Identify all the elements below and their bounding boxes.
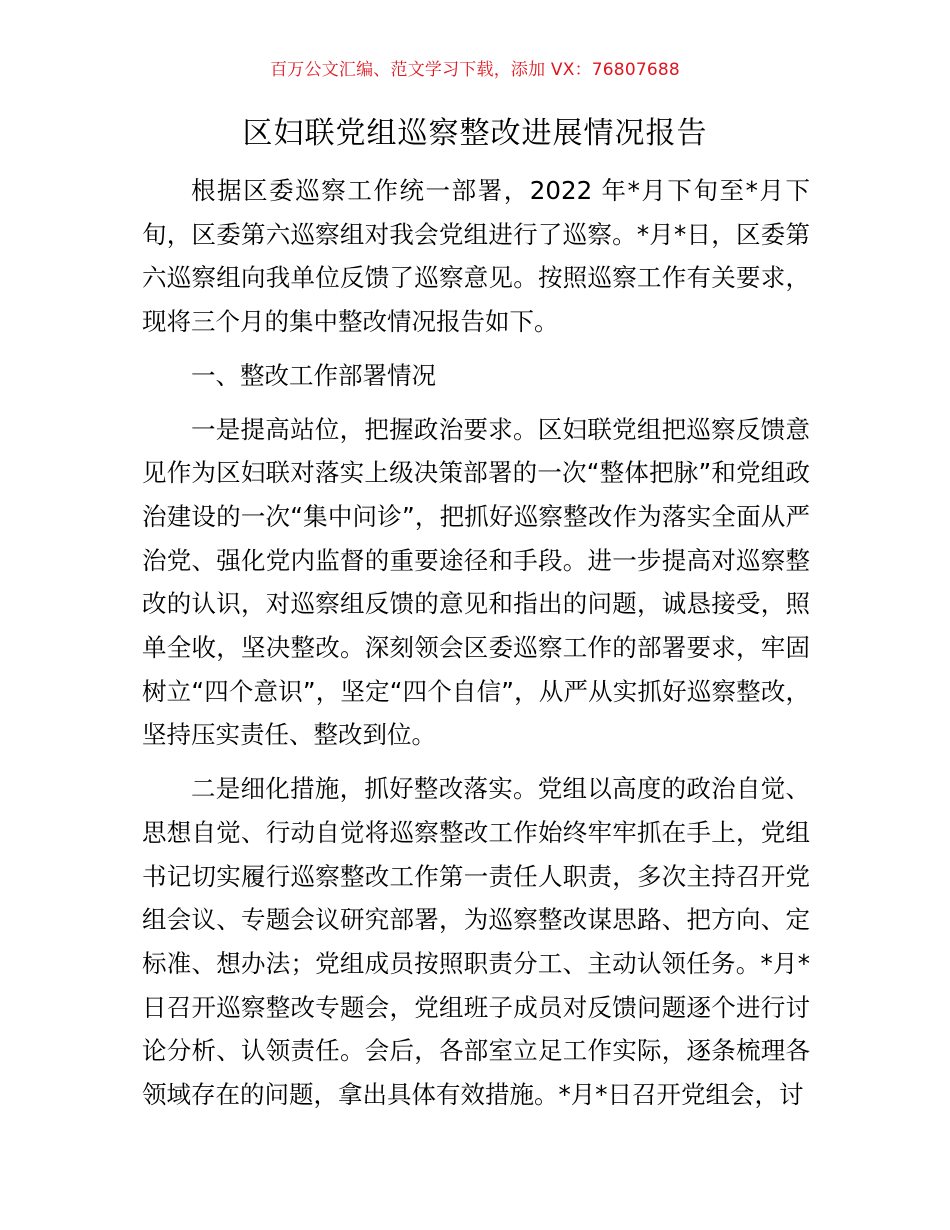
paragraph-intro: 根据区委巡察工作统一部署，2022 年*月下旬至*月下旬，区委第六巡察组对我会党组进行了巡察。*月*日，区委第六巡察组向我单位反馈了巡察意见。按照巡察工作有关要求，现将三个月的集中整改情况报告如下。 bbox=[142, 176, 810, 337]
document-body bbox=[142, 169, 810, 1127]
paragraph-item-1: 一是提高站位，把握政治要求。区妇联党组把巡察反馈意见作为区妇联对落实上级决策部署的一次“整体把脉”和党组政治建设的一次“集中问诊”，把抓好巡察整改作为落实全面从严治党、强化党内监督的重要途径和手段。进一步提高对巡察整改的认识，对巡察组反馈的意见和指出的问题，诚恳接受，照单全收，坚决整改。深刻领会区委巡察工作的部署要求，牢固树立“四个意识”，坚定“四个自信”，从严从实抓好巡察整改，坚持压实责任、整改到位。 bbox=[142, 414, 810, 750]
paragraph-item-2: 二是细化措施，抓好整改落实。党组以高度的政治自觉、思想自觉、行动自觉将巡察整改工作始终牢牢抓在手上，党组书记切实履行巡察整改工作第一责任人职责，多次主持召开党组会议、专题会议研究部署，为巡察整改谋思路、把方向、定标准、想办法；党组成员按照职责分工、主动认领任务。*月*日召开巡察整改专题会，党组班子成员对反馈问题逐个进行讨论分析、认领责任。会后，各部室立足工作实际，逐条梳理各领域存在的问题，拿出具体有效措施。*月*日召开党组会，讨 bbox=[142, 774, 810, 1110]
section-heading: 一、整改工作部署情况 bbox=[191, 360, 436, 390]
header-banner: 百万公文汇编、范文学习下载，添加 VX：76807688 bbox=[270, 60, 680, 80]
page-title: 区妇联党组巡察整改进展情况报告 bbox=[242, 116, 708, 151]
